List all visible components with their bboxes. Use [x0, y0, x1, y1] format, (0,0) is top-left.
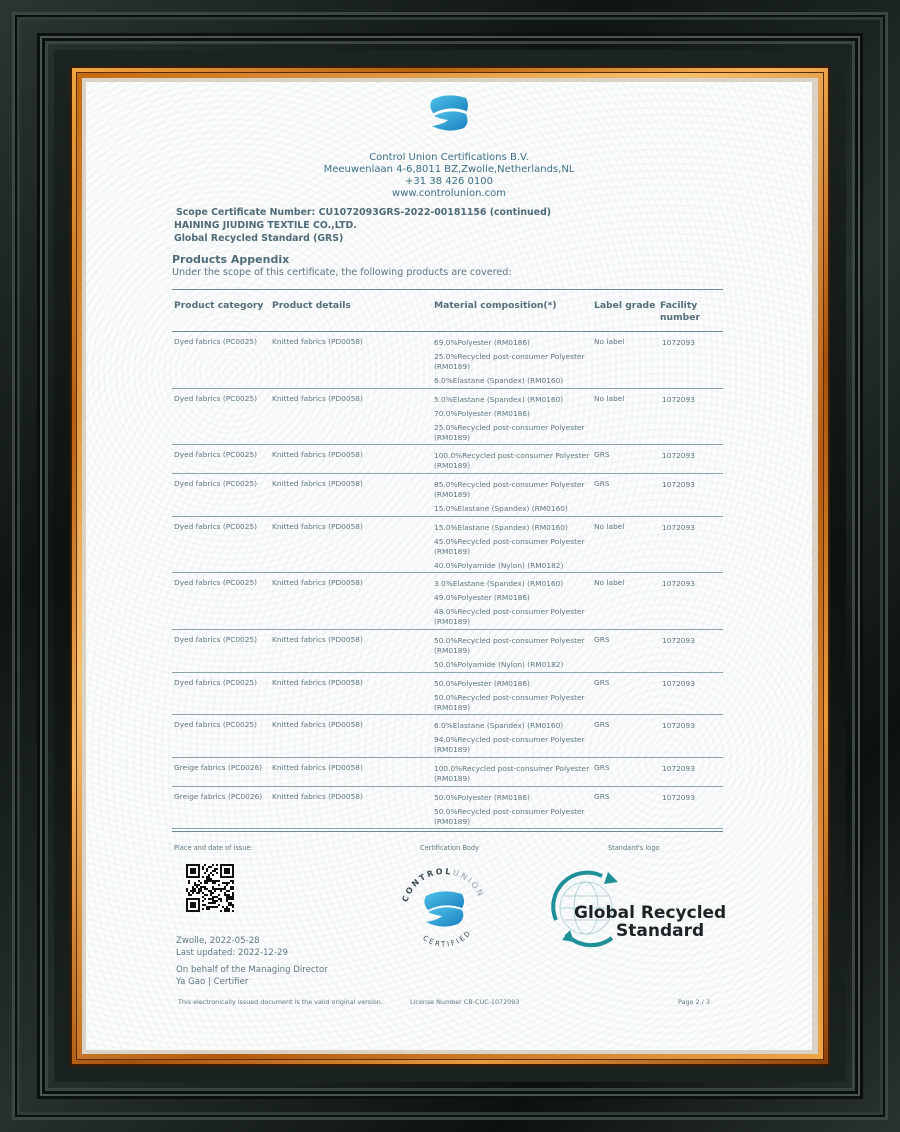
cell-facility-number: 1072093 — [662, 764, 695, 773]
cell-facility-number: 1072093 — [662, 523, 695, 532]
cell-product-details: Knitted fabrics (PD0058) — [272, 678, 363, 687]
cell-material-composition — [434, 679, 594, 717]
cell-facility-number: 1072093 — [662, 480, 695, 489]
cell-product-category: Dyed fabrics (PC0025) — [174, 394, 258, 403]
table-row — [172, 630, 723, 673]
material-item: 70.0%Polyester (RM0186) — [434, 409, 530, 418]
company-name: HAINING JIUDING TEXTILE CO.,LTD. — [174, 220, 357, 231]
cell-facility-number: 1072093 — [662, 338, 695, 347]
cell-product-details: Knitted fabrics (PD0058) — [272, 522, 363, 531]
seal-text-bottom: CERTIFIED — [421, 928, 474, 949]
cell-facility-number: 1072093 — [662, 395, 695, 404]
cell-product-category: Dyed fabrics (PC0025) — [174, 678, 258, 687]
material-item: 15.0%Elastane (Spandex) (RM0160) — [434, 523, 568, 532]
table-row — [172, 389, 723, 445]
material-item: 5.0%Elastane (Spandex) (RM0160) — [434, 395, 564, 404]
table-row — [172, 673, 723, 715]
cell-label-grade: GRS — [594, 792, 610, 801]
cell-material-composition — [434, 579, 594, 631]
cell-product-details: Knitted fabrics (PD0058) — [272, 578, 363, 587]
header-product-category: Product category — [174, 300, 264, 311]
cell-material-composition — [434, 338, 594, 390]
cell-product-details: Knitted fabrics (PD0058) — [272, 479, 363, 488]
material-item: 50.0%Recycled post-consumer Polyester (RM0189) — [434, 636, 585, 655]
certification-body-label: Certification Body — [420, 844, 479, 852]
cell-product-category: Dyed fabrics (PC0025) — [174, 720, 258, 729]
cell-facility-number: 1072093 — [662, 679, 695, 688]
cell-product-category: Dyed fabrics (PC0025) — [174, 522, 258, 531]
table-row — [172, 474, 723, 517]
cell-facility-number: 1072093 — [662, 721, 695, 730]
cell-label-grade: No label — [594, 522, 625, 531]
header-product-details: Product details — [272, 300, 351, 311]
standard-name: Global Recycled Standard (GRS) — [174, 233, 344, 244]
cell-facility-number: 1072093 — [662, 451, 695, 460]
grs-logo-line2: Standard — [616, 921, 705, 941]
seal-text-top: CONTROLUNION — [400, 866, 486, 904]
scope-certificate-number: Scope Certificate Number: CU1072093GRS-2022-00181156 (continued) — [176, 207, 552, 218]
grs-logo-line1: Global Recycled — [574, 903, 727, 923]
material-item: 85.0%Recycled post-consumer Polyester (RM0189) — [434, 480, 585, 499]
table-row — [172, 332, 723, 389]
cell-product-category: Greige fabrics (PC0026) — [174, 763, 263, 772]
material-item: 45.0%Recycled post-consumer Polyester (RM0189) — [434, 537, 585, 556]
place-date-label: Place and date of issue: — [174, 844, 253, 852]
material-item: 50.0%Polyester (RM0186) — [434, 679, 530, 688]
cell-facility-number: 1072093 — [662, 579, 695, 588]
material-item: 100.0%Recycled post-consumer Polyester (RM0189) — [434, 451, 590, 470]
table-row — [172, 787, 723, 829]
cell-label-grade: No label — [594, 394, 625, 403]
material-item: 6.0%Elastane (Spandex) (RM0160) — [434, 376, 564, 385]
issue-block — [176, 935, 328, 988]
cell-product-details: Knitted fabrics (PD0058) — [272, 763, 363, 772]
table-header — [172, 290, 723, 332]
header-label-grade: Label grade — [594, 300, 656, 311]
material-item: 25.0%Recycled post-consumer Polyester (RM0189) — [434, 423, 585, 442]
control-union-logo-icon — [426, 92, 472, 134]
control-union-certified-seal-icon — [396, 866, 492, 952]
table-row — [172, 517, 723, 573]
cell-product-category: Dyed fabrics (PC0025) — [174, 450, 258, 459]
standard-logo-label: Standard's logo — [608, 844, 660, 852]
material-item: 6.0%Elastane (Spandex) (RM0160) — [434, 721, 564, 730]
material-item: 50.0%Polyester (RM0186) — [434, 793, 530, 802]
certificate-page — [86, 82, 812, 1050]
qr-code[interactable] — [186, 864, 234, 912]
cell-label-grade: GRS — [594, 763, 610, 772]
appendix-subtitle: Under the scope of this certificate, the following products are covered: — [172, 267, 512, 278]
signatory: Ya Gao | Certifier — [176, 977, 249, 987]
material-item: 25.0%Recycled post-consumer Polyester (RM0189) — [434, 352, 585, 371]
cell-product-details: Knitted fabrics (PD0058) — [272, 394, 363, 403]
cell-product-details: Knitted fabrics (PD0058) — [272, 720, 363, 729]
cell-label-grade: No label — [594, 337, 625, 346]
cell-product-details: Knitted fabrics (PD0058) — [272, 635, 363, 644]
cell-material-composition — [434, 793, 594, 831]
cell-facility-number: 1072093 — [662, 793, 695, 802]
cell-product-category: Greige fabrics (PC0026) — [174, 792, 263, 801]
cell-label-grade: GRS — [594, 479, 610, 488]
cell-label-grade: No label — [594, 578, 625, 587]
cell-product-details: Knitted fabrics (PD0058) — [272, 337, 363, 346]
table-body — [172, 332, 723, 829]
material-item: 50.0%Recycled post-consumer Polyester (RM0189) — [434, 693, 585, 712]
issuer-block — [86, 152, 812, 200]
issue-place-date: Zwolle, 2022-05-28 — [176, 936, 260, 946]
products-table — [172, 289, 723, 832]
material-item: 48.0%Recycled post-consumer Polyester (RM0189) — [434, 607, 585, 626]
issuer-address: Meeuwenlaan 4-6,8011 BZ,Zwolle,Netherlands,NL — [323, 164, 575, 175]
issuer-phone: +31 38 426 0100 — [405, 176, 493, 187]
cell-material-composition — [434, 395, 594, 447]
page-number: Page 2 / 3 — [678, 998, 710, 1006]
header-facility-number: Facility number — [660, 300, 700, 323]
material-item: 49.0%Polyester (RM0186) — [434, 593, 530, 602]
appendix-title: Products Appendix — [172, 253, 290, 266]
cell-material-composition — [434, 764, 594, 788]
svg-text:CERTIFIED — [421, 928, 473, 948]
cell-product-category: Dyed fabrics (PC0025) — [174, 337, 258, 346]
validity-note: This electronically issued document is the valid original version. — [178, 998, 383, 1006]
cell-label-grade: GRS — [594, 678, 610, 687]
table-row — [172, 573, 723, 630]
cell-label-grade: GRS — [594, 720, 610, 729]
material-item: 3.0%Elastane (Spandex) (RM0160) — [434, 579, 564, 588]
cell-product-details: Knitted fabrics (PD0058) — [272, 450, 363, 459]
cell-material-composition — [434, 636, 594, 674]
cell-facility-number: 1072093 — [662, 636, 695, 645]
cell-material-composition — [434, 451, 594, 475]
cell-material-composition — [434, 523, 594, 575]
cell-product-category: Dyed fabrics (PC0025) — [174, 479, 258, 488]
material-item: 40.0%Polyamide (Nylon) (RM0182) — [434, 561, 564, 570]
material-item: 15.0%Elastane (Spandex) (RM0160) — [434, 504, 568, 513]
material-item: 69.0%Polyester (RM0186) — [434, 338, 530, 347]
cell-product-details: Knitted fabrics (PD0058) — [272, 792, 363, 801]
license-number: License Number CB-CUC-1072093 — [410, 998, 520, 1006]
material-item: 94.0%Recycled post-consumer Polyester (RM0189) — [434, 735, 585, 754]
table-row — [172, 758, 723, 787]
scope-block — [174, 206, 551, 245]
cell-label-grade: GRS — [594, 635, 610, 644]
last-updated: Last updated: 2022-12-29 — [176, 948, 288, 958]
issuer-name: Control Union Certifications B.V. — [369, 152, 529, 163]
on-behalf-text: On behalf of the Managing Director — [176, 965, 328, 975]
material-item: 50.0%Recycled post-consumer Polyester (RM0189) — [434, 807, 585, 826]
table-row — [172, 715, 723, 758]
cell-label-grade: GRS — [594, 450, 610, 459]
cell-product-category: Dyed fabrics (PC0025) — [174, 635, 258, 644]
header-material-composition: Material composition(*) — [434, 300, 557, 311]
material-item: 100.0%Recycled post-consumer Polyester (RM0189) — [434, 764, 590, 783]
material-item: 50.0%Polyamide (Nylon) (RM0182) — [434, 660, 564, 669]
cell-product-category: Dyed fabrics (PC0025) — [174, 578, 258, 587]
cell-material-composition — [434, 480, 594, 518]
cell-material-composition — [434, 721, 594, 759]
table-row — [172, 445, 723, 474]
issuer-website: www.controlunion.com — [392, 188, 506, 199]
